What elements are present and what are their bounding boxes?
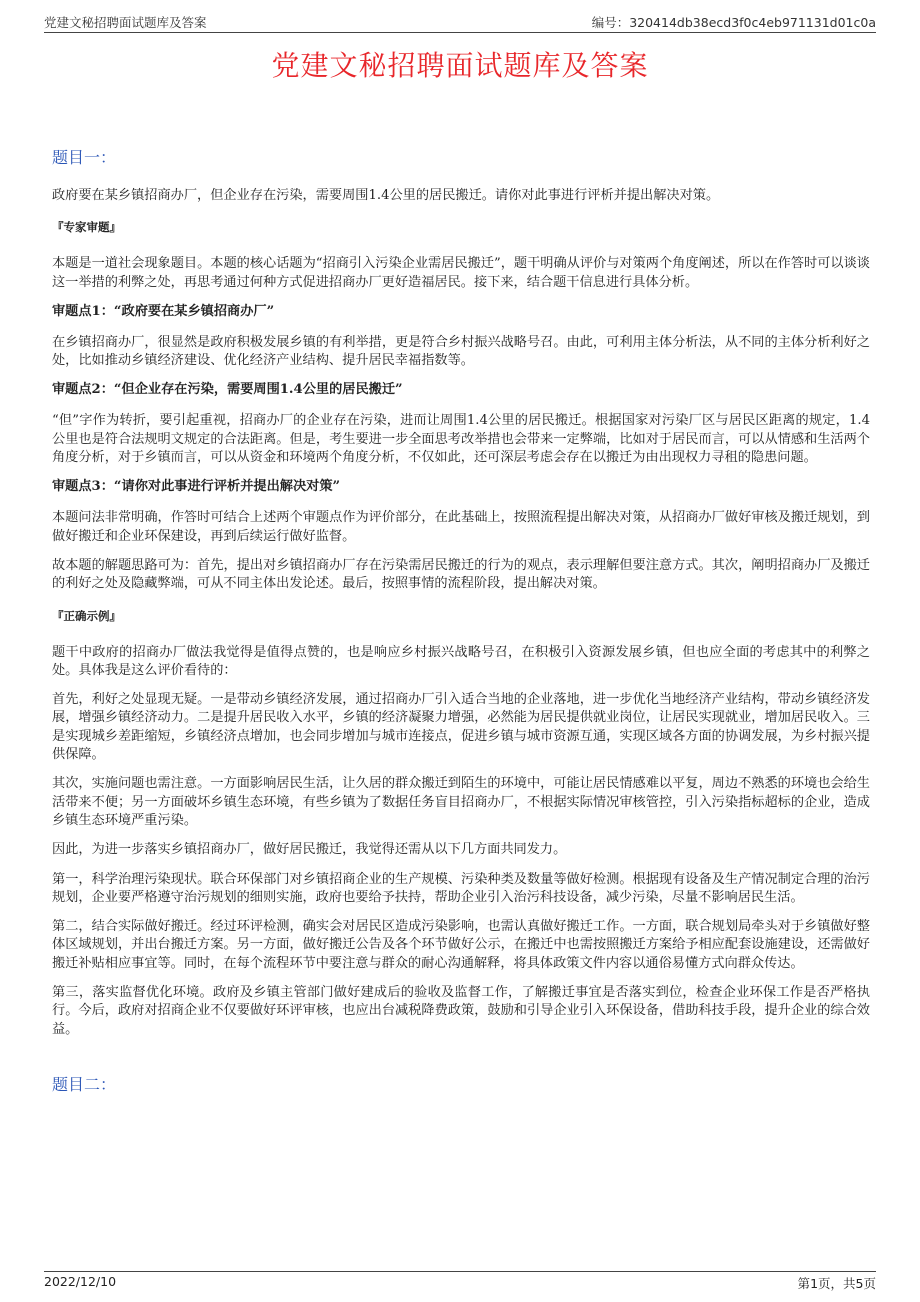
example-paragraph: 因此，为进一步落实乡镇招商办厂，做好居民搬迁，我觉得还需从以下几方面共同发力。 [52, 842, 567, 858]
page-mid: 页，共 [818, 1276, 856, 1291]
page-suffix: 页 [863, 1276, 876, 1291]
page-header [44, 10, 876, 33]
current-page: 1 [810, 1276, 819, 1291]
correct-example-heading: 『正确示例』 [52, 608, 121, 623]
footer-date: 2022/12/10 [44, 1274, 117, 1289]
example-paragraph: 第三，落实监督优化环境。政府及乡镇主管部门做好建成后的验收及监督工作，了解搬迁事宜是否落实到位，检查企业环保工作是否严格执行。今后，政府对招商企业不仅要做好环评审核，也应出台减税降费政策，鼓励和引导企业引入环保设备，借助科技手段，提升企业的综合效益。 [52, 985, 870, 1037]
expert-intro: 本题是一道社会现象题目。本题的核心话题为“招商引入污染企业需居民搬迁”，题干明确从评价与对策两个角度阐述，所以在作答时可以谈谈这一举措的利弊之处，再思考通过何种方式促进招商办厂更好造福居民。接下来，结合题干信息进行具体分析。 [52, 256, 870, 290]
doc-number-value: 320414db38ecd3f0c4eb971131d01c0a [629, 15, 876, 30]
header-doc-title: 党建文秘招聘面试题库及答案 [44, 15, 207, 30]
example-paragraph: 首先，利好之处显现无疑。一是带动乡镇经济发展，通过招商办厂引入适合当地的企业落地，进一步优化当地经济产业结构，带动乡镇经济发展，增强乡镇经济动力。二是提升居民收入水平，乡镇的经济凝聚力增强，必然能为居民提供就业岗位，让居民实现就业，增加居民收入。三是实现城乡差距缩短，乡镇经济点增加，也会同步增加与城市连接点，促进乡镇与城市资源互通，实现区域各方面的协调发展，为乡村振兴提供保障。 [52, 692, 870, 763]
example-paragraph: 题干中政府的招商办厂做法我觉得是值得点赞的，也是响应乡村振兴战略号召，在积极引入资源发展乡镇，但也应全面的考虑其中的利弊之处。具体我是这么评价看待的： [52, 644, 870, 678]
page-prefix: 第 [797, 1276, 811, 1291]
review-point-3-title: 审题点3：“请你对此事进行评析并提出解决对策” [52, 479, 341, 495]
expert-review-heading: 『专家审题』 [52, 220, 121, 235]
question-1-text: 政府要在某乡镇招商办厂，但企业存在污染，需要周围1.4公里的居民搬迁。请你对此事进行评析并提出解决对策。 [52, 188, 720, 203]
solution-approach: 故本题的解题思路可为：首先，提出对乡镇招商办厂存在污染需居民搬迁的行为的观点，表示理解但要注意方式。其次，阐明招商办厂及搬迁的利好之处及隐藏弊端，可从不同主体出发论述。最后，按照事情的流程阶段，提出解决对策。 [52, 557, 870, 592]
review-point-1-title: 审题点1：“政府要在某乡镇招商办厂” [52, 303, 275, 319]
doc-number-label: 编号： [591, 15, 630, 30]
question-2-label: 题目二： [52, 1074, 117, 1094]
question-1-label: 题目一： [52, 148, 117, 167]
example-paragraph: 其次，实施问题也需注意。一方面影响居民生活，让久居的群众搬迁到陌生的环境中，可能让居民情感难以平复，周边不熟悉的环境也会给生活带来不便；另一方面破坏乡镇生态环境，有些乡镇为了数据任务盲目招商办厂，不根据实际情况审核管控，引入污染指标超标的企业，造成乡镇生态环境严重污染。 [52, 776, 870, 828]
document-body [52, 145, 870, 1114]
example-paragraph: 第一，科学治理污染现状。联合环保部门对乡镇招商企业的生产规模、污染种类及数量等做好检测。根据现有设备及生产情况制定合理的治污规划，企业要严格遵守治污规划的细则实施，政府也要给予扶持，帮助企业引入治污科技设备，减少污染，尽量不影响居民生活。 [52, 871, 870, 905]
page-footer [44, 1271, 876, 1291]
total-pages: 5 [855, 1276, 864, 1291]
review-point-2-text: “但”字作为转折，要引起重视，招商办厂的企业存在污染，进而让周围1.4公里的居民搬迁。根据国家对污染厂区与居民区距离的规定，1.4公里也是符合法规明文规定的合法距离。但是，考生要进一步全面思考改举措也会带来一定弊端，比如对于居民而言，可以从情感和生活两个角度分析，对于乡镇而言，可以从资金和环境两个角度分析，不仅如此，还可深层考虑会存在以搬迁为由出现权力寻租的隐患问题。 [52, 413, 870, 466]
review-point-1-text: 在乡镇招商办厂，很显然是政府积极发展乡镇的有利举措，更是符合乡村振兴战略号召。由此，可利用主体分析法，从不同的主体分析利好之处，比如推动乡镇经济建设、优化经济产业结构、提升居民幸福指数等。 [52, 334, 870, 369]
page-indicator [798, 1274, 876, 1292]
page-title: 党建文秘招聘面试题库及答案 [271, 49, 649, 82]
review-point-2-title: 审题点2：“但企业存在污染，需要周围1.4公里的居民搬迁” [52, 382, 403, 398]
example-paragraph: 第二，结合实际做好搬迁。经过环评检测，确实会对居民区造成污染影响，也需认真做好搬迁工作。一方面，联合规划局牵头对于乡镇做好整体区域规划，并出台搬迁方案。另一方面，做好搬迁公告及各个环节做好公示，在搬迁中也需按照搬迁方案给予相应配套设施建设，还需做好搬迁补贴相应事宜等。同时，在每个流程环节中要注意与群众的耐心沟通解释，将具体政策文件内容以通俗易懂方式向群众传达。 [52, 919, 870, 971]
header-doc-number [592, 13, 876, 31]
review-point-3-text: 本题问法非常明确，作答时可结合上述两个审题点作为评价部分，在此基础上，按照流程提出解决对策，从招商办厂做好审核及搬迁规划，到做好搬迁和企业环保建设，再到后续运行做好监督。 [52, 510, 870, 544]
